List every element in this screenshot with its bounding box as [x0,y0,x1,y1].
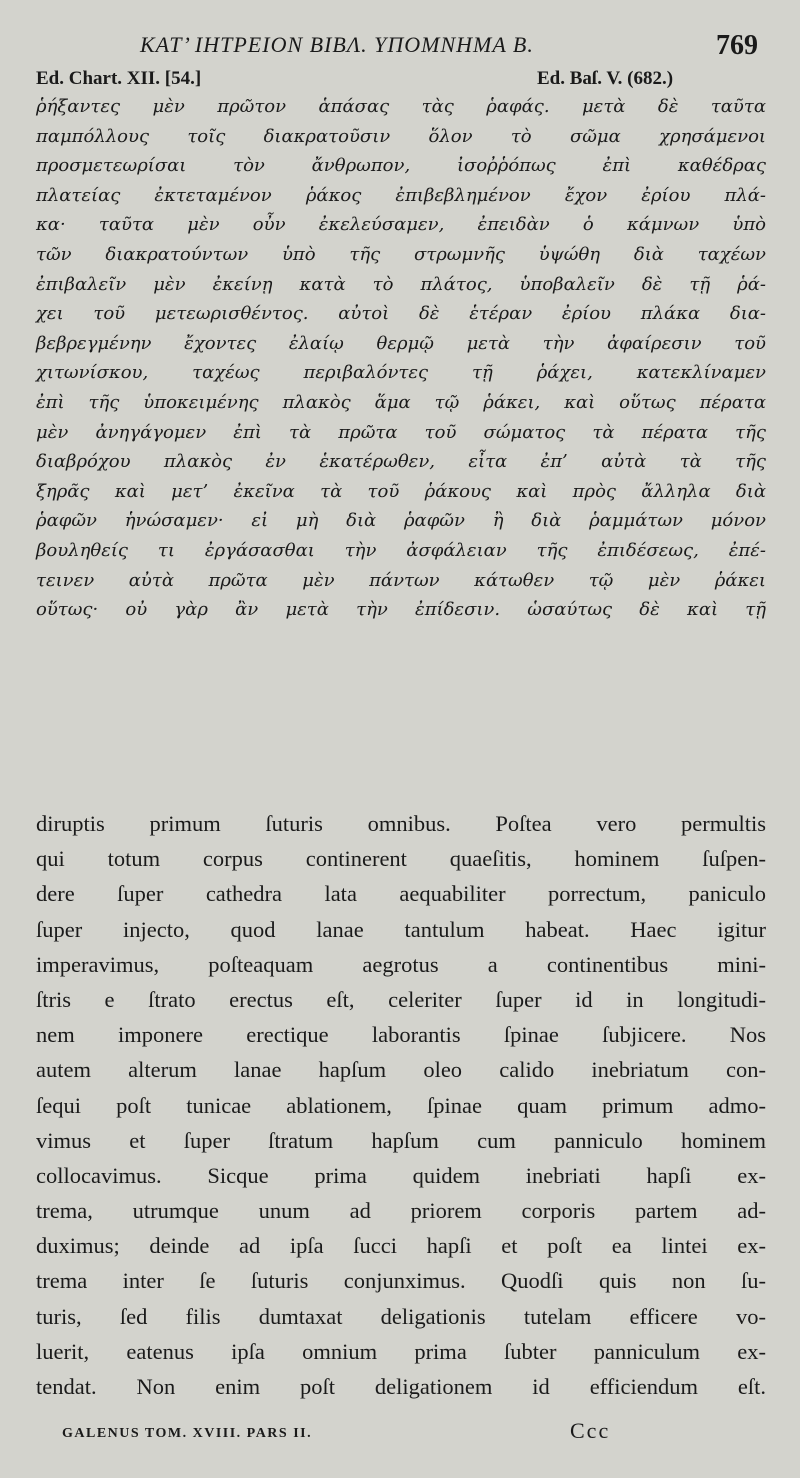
latin-text-line: qui totum corpus continerent quaeſitis, hominem ſuſpen- [36,846,766,872]
latin-text-line: dere ſuper cathedra lata aequabiliter porrectum, paniculo [36,881,766,907]
latin-text-line: imperavimus, poſteaquam aegrotus a continentibus mini- [36,951,766,977]
greek-text-line: χιτωνίσκου, ταχέως περιβαλόντες τῇ ῥάχει, κατεκλίναμεν [36,362,766,384]
greek-text-block [36,92,766,625]
latin-text-line: tendat. Non enim poſt deligationem id efficiendum eſt. [36,1374,766,1399]
greek-text-line: μὲν ἀνηγάγομεν ἐπὶ τὰ πρῶτα τοῦ σώματος τὰ πέρατα τῆς [36,421,766,443]
footer-sheet-mark: Ccc [570,1418,611,1443]
greek-text-line: τεινεν αὐτὰ πρῶτα μὲν πάντων κάτωθεν τῷ μὲν ῥάκει [36,569,766,591]
greek-text-line: παμπόλλους τοῖς διακρατοῦσιν ὅλον τὸ σῶμα χρησάμενοι [36,125,766,147]
greek-text-line: πλατείας ἐκτεταμένον ῥάκος ἐπιβεβλημένον ἔχον ἐρίου πλά- [36,184,766,206]
edition-reference-left: Ed. Chart. XII. [54.] [36,68,202,89]
latin-text-line: ſuper injecto, quod lanae tantulum habeat. Haec igitur [36,916,766,942]
latin-text-line: trema inter ſe ſuturis conjunximus. Quodſi quis non ſu- [36,1268,766,1294]
greek-text-line: τῶν διακρατούντων ὑπὸ τῆς στρωμνῆς ὑψώθη διὰ ταχέων [36,243,766,265]
greek-text-line: οὕτως· οὐ γὰρ ἂν μετὰ τὴν ἐπίδεσιν. ὡσαύτως δὲ καὶ τῇ [36,599,766,621]
greek-text-line: χει τοῦ μετεωρισθέντος. αὐτοὶ δὲ ἑτέραν ἐρίου πλάκα δια- [36,303,766,325]
greek-text-line: βουληθείς τι ἐργάσασθαι τὴν ἀσφάλειαν τῆς ἐπιδέσεως, ἐπέ- [36,539,766,561]
latin-text-line: luerit, eatenus ipſa omnium prima ſubter panniculum ex- [36,1338,766,1364]
page-number: 769 [716,30,758,61]
latin-text-line: ſtris e ſtrato erectus eſt, celeriter ſuper id in longitudi- [36,986,766,1012]
latin-text-line: turis, ſed filis dumtaxat deligationis tutelam efficere vo- [36,1303,766,1329]
edition-reference-right: Ed. Baſ. V. (682.) [537,68,674,89]
latin-text-block [36,806,766,1404]
latin-text-line: autem alterum lanae hapſum oleo calido inebriatum con- [36,1057,766,1083]
latin-text-line: trema, utrumque unum ad priorem corporis partem ad- [36,1198,766,1224]
greek-text-line: ἐπιβαλεῖν μὲν ἐκείνῃ κατὰ τὸ πλάτος, ὑποβαλεῖν δὲ τῇ ῥά- [36,273,766,295]
greek-text-line: προσμετεωρίσαι τὸν ἄνθρωπον, ἰσοῤῥόπως ἐπὶ καθέδρας [36,155,766,177]
greek-text-line: διαβρόχου πλακὸς ἐν ἑκατέρωθεν, εἶτα ἐπ’ αὐτὰ τὰ τῆς [36,451,766,473]
latin-text-line: duximus; deinde ad ipſa ſucci hapſi et poſt ea lintei ex- [36,1233,766,1259]
latin-text-line: vimus et ſuper ſtratum hapſum cum panniculo hominem [36,1127,766,1153]
greek-text-line: ῥήξαντες μὲν πρῶτον ἁπάσας τὰς ῥαφάς. μετὰ δὲ ταῦτα [36,96,766,117]
greek-text-line: ῥαφῶν ἡνώσαμεν· εἰ μὴ διὰ ῥαφῶν ἢ διὰ ῥαμμάτων μόνον [36,510,766,532]
running-title: ΚΑΤ’ ΙΗΤΡΕΙΟΝ ΒΙΒΛ. ΥΠΟΜΝΗΜΑ Β. [140,32,534,57]
latin-text-line: nem imponere erectique laborantis ſpinae ſubjicere. Nos [36,1022,766,1048]
latin-text-line: diruptis primum ſuturis omnibus. Poſtea vero permultis [36,811,766,836]
footer-signature: GALENUS TOM. XVIII. PARS II. [62,1426,313,1441]
greek-text-line: ἐπὶ τῆς ὑποκειμένης πλακὸς ἅμα τῷ ῥάκει, καὶ οὕτως πέρατα [36,391,766,413]
greek-text-line: βεβρεγμένην ἔχοντες ἐλαίῳ θερμῷ μετὰ τὴν ἀφαίρεσιν τοῦ [36,332,766,354]
greek-text-line: ξηρᾶς καὶ μετ’ ἐκεῖνα τὰ τοῦ ῥάκους καὶ πρὸς ἄλληλα διὰ [36,480,766,502]
latin-text-line: ſequi poſt tunicae ablationem, ſpinae quam primum admo- [36,1092,766,1118]
greek-text-line: κα· ταῦτα μὲν οὖν ἐκελεύσαμεν, ἐπειδὰν ὁ κάμνων ὑπὸ [36,214,766,236]
latin-text-line: collocavimus. Sicque prima quidem inebriati hapſi ex- [36,1162,766,1188]
